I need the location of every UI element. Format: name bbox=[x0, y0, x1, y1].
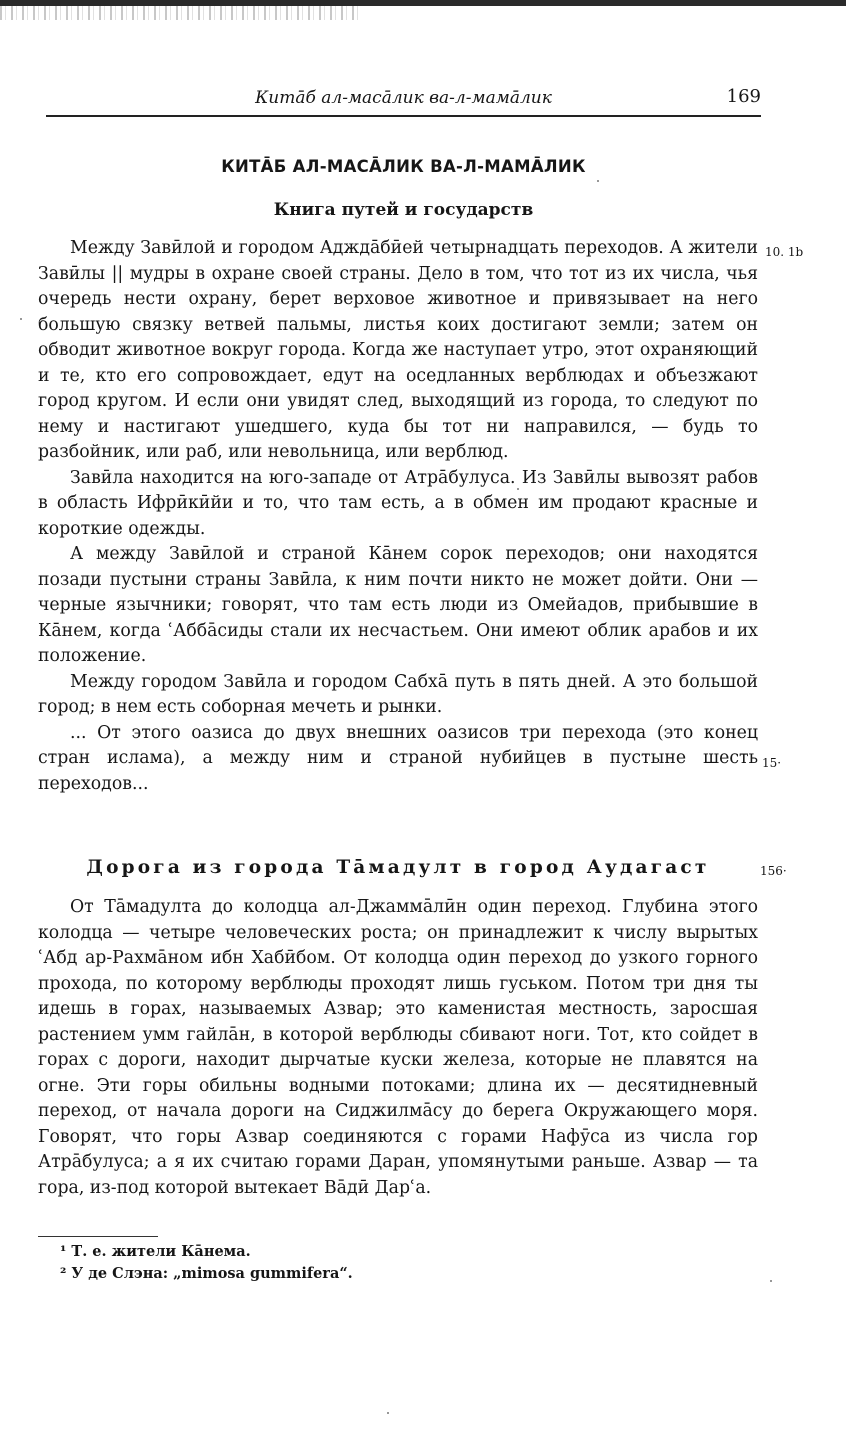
chapter-subheading: Книга путей и государств bbox=[273, 200, 534, 220]
paragraph-2: Завӣла находится на юго-западе от Атра̄булуса. Из Завӣлы вывозят рабов в область Ифрӣкӣйи и то, что там есть, а в обмен им продают красные и короткие одежды. bbox=[38, 467, 758, 539]
section-1-text bbox=[38, 236, 758, 797]
paragraph-5: ... От этого оазиса до двух внешних оазисов три перехода (это конец стран ислама), а между ним и страной нубийцев в пустыне шесть переходов... bbox=[38, 722, 758, 794]
margin-note-156: 156· bbox=[760, 864, 787, 878]
paragraph-1: Между Завӣлой и городом Аджда̄бӣей четырнадцать переходов. А жители Завӣлы || мудры в охране своей страны. Дело в том, что тот из их числа, чья очередь нести охрану, берет верховое животное и привязывает на него большую связку ветвей пальмы, листья коих достигают земли; затем он обводит животное вокруг города. Когда же наступает утро, этот охраняющий и те, кто его сопровождает, едут на оседланных верблюдах и объезжают город кругом. И если они увидят след, выходящий из города, то следуют по нему и настигают ушедшего, куда бы тот ни направился, — будь то разбойник, или раб, или невольница, или верблюд. bbox=[38, 238, 758, 462]
scan-speck bbox=[20, 318, 22, 320]
page-number: 169 bbox=[726, 86, 761, 107]
scan-artifact bbox=[0, 6, 360, 20]
scan-speck bbox=[597, 180, 599, 182]
chapter-heading: КИТĀБ АЛ-МАСĀЛИК ВА-Л-МАМĀЛИК bbox=[221, 157, 586, 176]
scan-speck bbox=[770, 1280, 772, 1282]
margin-note-15: 15· bbox=[762, 756, 782, 770]
section-2-text bbox=[38, 895, 758, 1201]
footnote-2: ² У де Слэна: „mimosa gummifera“. bbox=[60, 1265, 353, 1282]
running-head-title: Китāб ал-масāлик ва-л-мамāлик bbox=[255, 88, 552, 108]
footnote-rule bbox=[38, 1236, 158, 1237]
margin-note-10-1b: 10. 1b bbox=[765, 245, 804, 259]
paragraph-3-text: А между Завӣлой и страной Ка̄нем сорок переходов; они находятся позади пустыни страны Завӣла, к ним почти никто не может дойти. Они — черные язычники; говорят, что там есть люди из Омейадов, прибывшие в Ка̄нем, когда ʿАббāсиды стали их несчастьем. Они имеют облик арабов и их положение. bbox=[38, 544, 758, 666]
scan-speck bbox=[517, 488, 519, 490]
header-rule bbox=[46, 115, 761, 117]
footnote-1: ¹ Т. е. жители Кāнема. bbox=[60, 1243, 251, 1260]
footnotes bbox=[60, 1241, 760, 1285]
paragraph-6: От Тāмадулта до колодца ал-Джаммāлӣн один переход. Глубина этого колодца — четыре человеческих роста; он принадлежит к числу вырытых ʿАбд ар-Рахмāном ибн Хабӣбом. От колодца один переход до узкого горного прохода, по которому верблюды проходят лишь гуськом. Потом три дня ты идешь в горах, называемых Азвар; это каменистая местность, заросшая растением умм гайлāн, в которой верблюды сбивают ноги. Тот, кто сойдет в горах с дороги, находит дырчатые куски железа, которые не плавятся на огне. Эти горы обильны водными потоками; длина их — десятидневный переход, от начала дороги на Сиджилмāсу до берега Окружающего моря. Говорят, что горы Азвар соединяются с горами Нафӯса из числа гор Атрāбулуса; а я их считаю горами Даран, упомянутыми раньше. Азвар — та гора, из-под которой вытекает Вāдӣ Дарʿа. bbox=[38, 897, 758, 1198]
running-head bbox=[46, 88, 761, 112]
scan-speck bbox=[387, 1412, 389, 1414]
paragraph-3 bbox=[38, 542, 758, 670]
paragraph-4: Между городом Завӣла и городом Сабха̄ путь в пять дней. А это большой город; в нем есть соборная мечеть и рынки. bbox=[38, 671, 758, 717]
route-heading: Дорога из города Тāмадулт в город Аудагаст bbox=[86, 857, 710, 878]
